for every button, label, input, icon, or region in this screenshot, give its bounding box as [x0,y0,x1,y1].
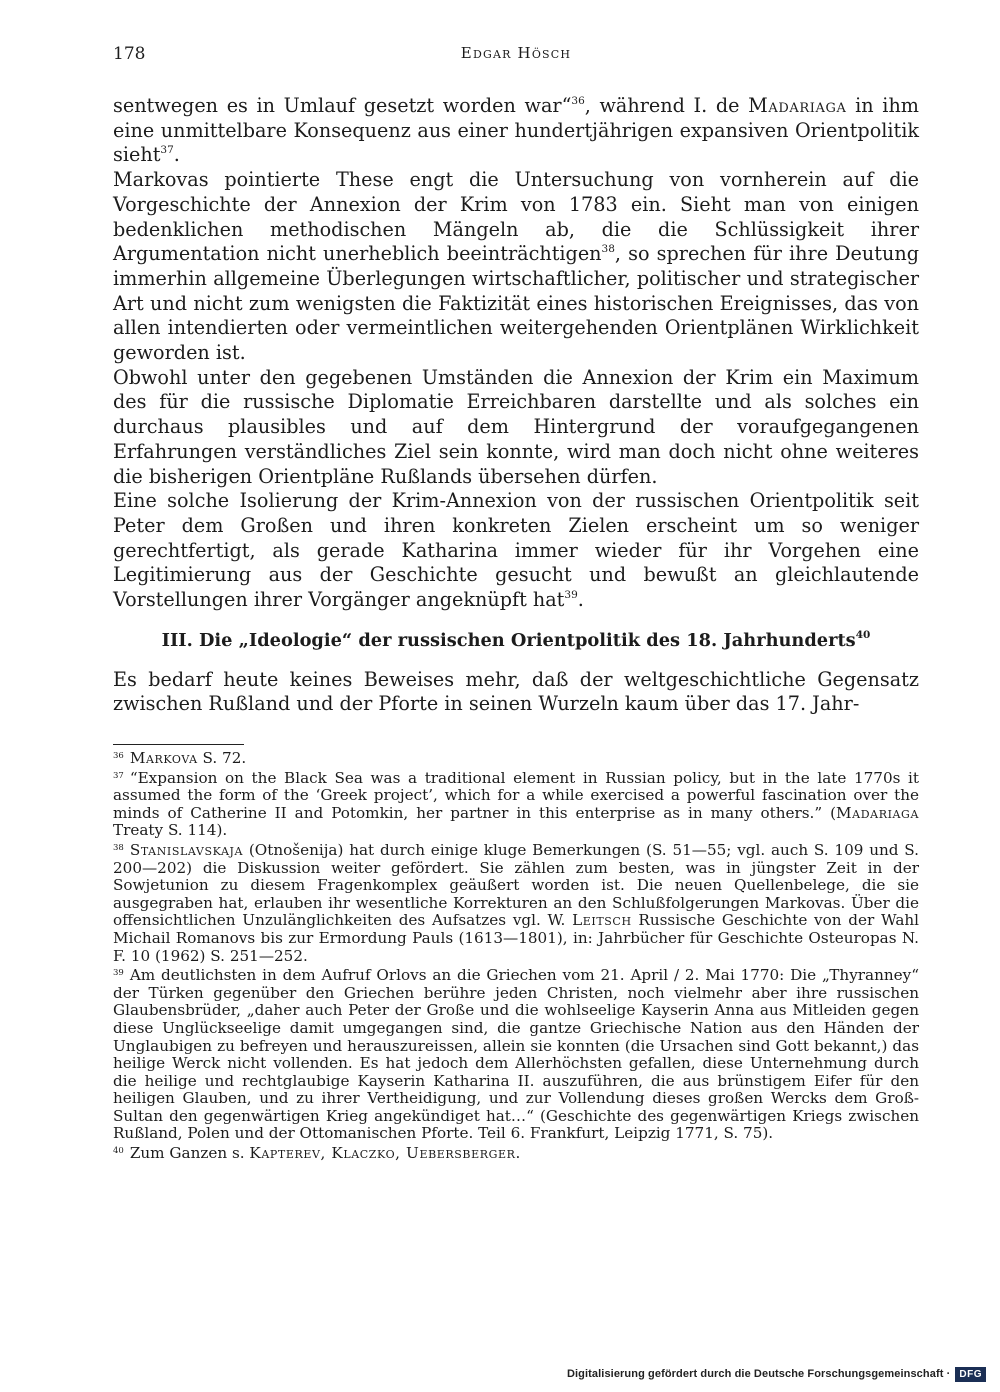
footnote-number: 39 [113,968,124,979]
footnote-text: “Expansion on the Black Sea was a traditional element in Russian policy, but in the late 1770s it assumed the form of the ‘Greek project’, which for a while exercised a powerful fascination over the minds of Catherine II and Potomkin, her partner in this enterprise as in many others.” ( [113,768,919,822]
author-name: Kapterev, Klaczko, Uebersberger [249,1144,516,1163]
footnotes [113,750,919,1163]
footnote-number: 37 [113,770,124,781]
footnote-40 [113,1145,919,1163]
text-run: Markovas pointierte These engt die Untersuchung von vornherein auf die Vorgeschichte der Annexion der Krim von 1783 ein. Sieht man von einigen bedenklichen methodischen Mängeln ab, die die Schlüssigkeit ihrer Argumentation nicht unerheblich beeinträchtigen [113,168,919,266]
text-run: sentwegen es in Umlauf gesetzt worden war“ [113,94,572,117]
page-header [113,44,919,68]
main-text [113,94,919,717]
text-run: in ihm eine unmittelbare Konsequenz aus einer hundertjährigen expansiven Orientpolitik sieht [113,94,919,167]
footnote-text: (Otnošenija) hat durch einige kluge Bemerkungen (S. 51—55; vgl. auch S. 109 und S. 200—202) die Diskussion weiter gefördert. Sie zählen zum besten, was in jüngster Zeit in der Sowjetunion zu diesem Fragenkomplex geäußert worden ist. Die neuen Quellenbelege, die sie ausgegraben hat, erlauben ihr wesentliche Korrekturen an den Schlußfolgerungen Markovas. Über die offensichtlichen Unzulänglichkeiten des Aufsatzes vgl. W. [113,840,919,930]
paragraph-3: Obwohl unter den gegebenen Umständen die Annexion der Krim ein Maximum des für die russische Diplomatie Erreichbaren darstellte und als solches ein durchaus plausibles und auf dem Hintergrund der voraufgegangenen Erfahrungen verständliches Ziel sein konnte, wird man doch nicht ohne weiteres die bisherigen Orientpläne Rußlands übersehen dürfen. [113,365,919,488]
text-run: . [577,588,584,612]
funding-notice-text: Digitalisierung gefördert durch die Deutsche Forschungsgemeinschaft · [566,1368,951,1380]
footnote-text: Treaty S. 114). [113,821,228,840]
footnote-divider [113,744,244,745]
author-name: Madariaga [748,94,847,117]
footnote-text: . [515,1144,521,1163]
footnote-number: 36 [113,751,124,761]
footnote-ref-39[interactable]: 39 [564,589,578,602]
paragraph-1 [113,94,919,168]
section-heading-text: III. Die „Ideologie“ der russischen Orientpolitik des 18. Jahrhunderts [161,629,856,651]
text-run: , während I. de [584,94,749,117]
footnote-ref-37[interactable]: 37 [160,144,174,157]
author-name: Leitsch [572,911,632,930]
footnote-38 [113,842,919,965]
footnote-number: 40 [113,1146,124,1157]
text-run: . [173,143,180,167]
author-name: Markova [129,749,198,767]
text-run: Eine solche Isolierung der Krim-Annexion von der russischen Orientpolitik seit Peter dem Großen und ihren konkreten Zielen erscheint um so weniger gerechtfertigt, als gerade Katharina immer wieder für ihr Vorgehen eine Legitimierung aus der Geschichte gesucht und bewußt an gleichlautende Vorstellungen ihrer Vorgänger angeknüpft hat [113,489,919,612]
footnote-ref-38[interactable]: 38 [601,243,615,256]
footnote-text: Russische Geschichte von der Wahl Michail Romanovs bis zur Ermordung Pauls (1613—1801), in: Jahrbücher für Geschichte Osteuropas N. F. 10 (1962) S. 251—252. [113,911,920,965]
footnote-text: Zum Ganzen s. [129,1144,250,1163]
footnote-text: Am deutlichsten in dem Aufruf Orlovs an die Griechen vom 21. April / 2. Mai 1770: Die „Thyranney“ der Türken gegenüber den Griechen berühre jeden Christen, noch vielmehr aber ihre russischen Glaubensbrüder, „daher auch Peter der Große und die wohlseelige Kayserin Anna aus Mitleiden gegen diese Unglückseelige damit umgegangen sind, die gantze Griechische Nation aus den Händen der Unglaubigen zu befreyen und herauszureissen, allein sie konnten (die Ursachen sind Gott bekannt,) das heilige Werck nicht vollenden. Es hat jedoch dem Allerhöchsten gefallen, diese Unternehmung durch die heilige und rechtglaubige Kayserin Katharina II. auszuführen, die aus brünstigem Eifer für den heiligen Glauben, und zu ihrer Vertheidigung, und zur Vollendung dieses großen Wercks dem Groß-Sultan den gegenwärtigen Krieg angekündiget hat…“ (Geschichte des gegenwärtigen Kriegs zwischen Rußland, Polen und der Ottomanischen Pforte. Teil 6. Frankfurt, Leipzig 1771, S. 75). [113,966,919,1143]
paragraph-4 [113,489,919,613]
footnote-39 [113,967,919,1143]
dfg-logo-icon[interactable]: DFG [955,1367,986,1382]
footnote-36 [113,750,919,768]
footnote-number: 38 [113,842,124,853]
page-number: 178 [113,44,146,64]
footnote-ref-40[interactable]: 40 [855,628,871,641]
paragraph-5: Es bedarf heute keines Beweises mehr, daß der weltgeschichtliche Gegensatz zwischen Rußland und der Pforte in seinen Wurzeln kaum über das 17. Jahr- [113,667,919,716]
author-name: Stanislavskaja [129,840,244,859]
footnote-text: S. 72. [197,749,247,767]
dfg-funding-notice[interactable] [567,1363,986,1385]
section-heading [113,629,919,653]
footnote-ref-36[interactable]: 36 [571,95,585,107]
running-head: Edgar Hösch [460,44,572,62]
text-run: , so sprechen für ihre Deutung immerhin allgemeine Überlegungen wirtschaftlicher, politischer und strategischer Art und nicht zum wenigsten die Faktizität eines historischen Ereignisses, das von allen intendierten oder vermeintlichen weitergehenden Orientplänen Wirklichkeit geworden ist. [113,242,919,365]
footnote-37 [113,770,919,840]
paragraph-2 [113,168,919,366]
author-name: Madariaga [836,803,919,822]
